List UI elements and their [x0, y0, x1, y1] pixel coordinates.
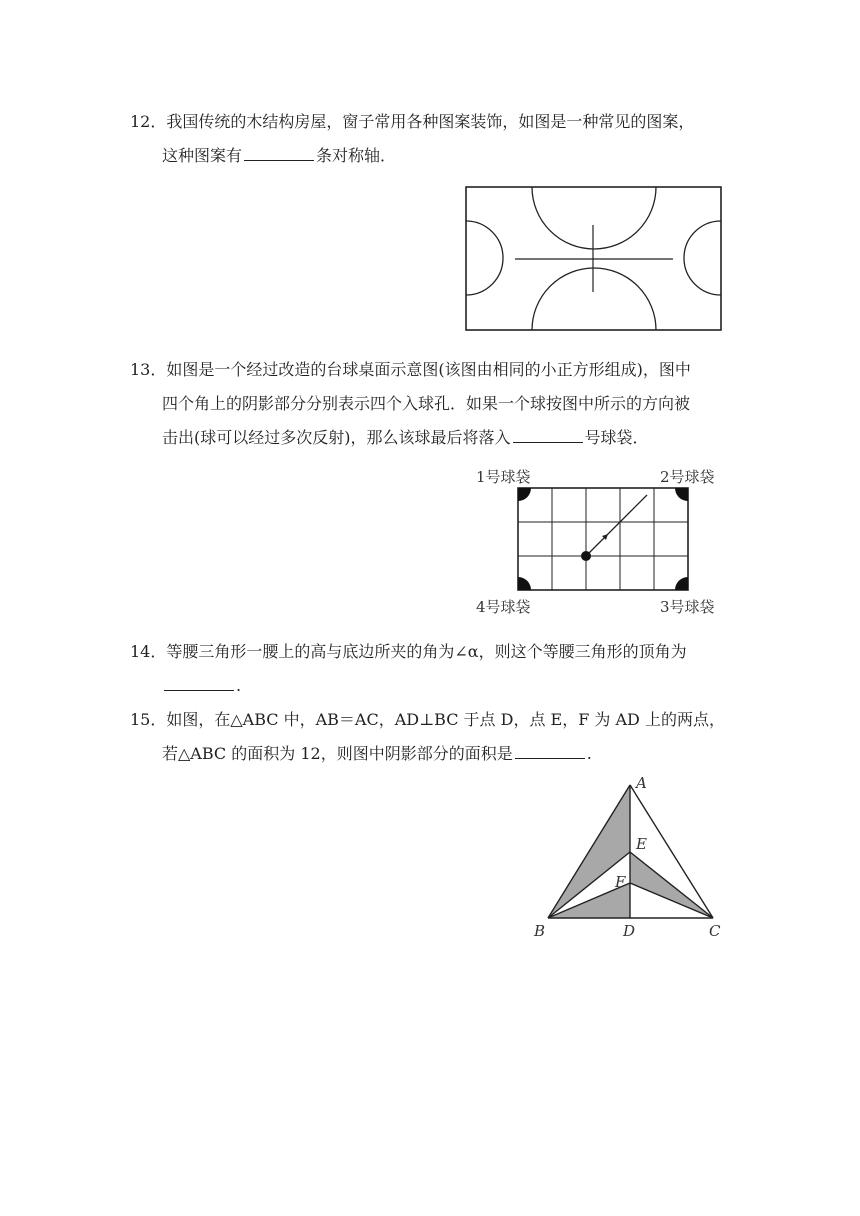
q13-text-3b: 号球袋． [584, 428, 649, 447]
q12-text-2b: 条对称轴． [316, 146, 397, 165]
q15-answer-blank[interactable] [515, 744, 585, 759]
q14-number: 14． [130, 642, 167, 661]
pocket-4-hole [518, 577, 531, 590]
q15-text-2a: 若△ABC 的面积为 12，则图中阴影部分的面积是 [162, 744, 513, 763]
q15-text-2b: . [586, 744, 592, 763]
q13-number: 13． [130, 360, 167, 379]
q15-text-1: 如图，在△ABC 中，AB＝AC，AD⊥BC 于点 D，点 E，F 为 AD 上的两点， [166, 710, 725, 729]
window-pattern-figure [465, 186, 723, 332]
q14-text-2: . [236, 676, 242, 695]
label-B: B [534, 922, 546, 940]
q15-line1 [130, 710, 725, 730]
q12-line2 [162, 146, 396, 166]
q14-line2 [162, 676, 241, 696]
triangle-figure [530, 770, 730, 945]
q14-answer-blank[interactable] [164, 676, 234, 691]
pocket-2-label: 2号球袋 [660, 468, 715, 486]
q12-text-1: 我国传统的木结构房屋，窗子常用各种图案装饰，如图是一种常见的图案， [166, 112, 695, 131]
q12-number: 12． [130, 112, 167, 131]
label-F: F [615, 873, 626, 891]
pocket-4-label: 4号球袋 [476, 598, 531, 616]
pocket-3-label: 3号球袋 [660, 598, 715, 616]
q14-line1 [130, 642, 687, 662]
q12-answer-blank[interactable] [244, 146, 314, 161]
q12-line1 [130, 112, 694, 132]
pocket-3-hole [675, 577, 688, 590]
q13-text-3a: 击出(球可以经过多次反射)，那么该球最后将落入 [162, 428, 511, 447]
ball-icon [581, 551, 591, 561]
label-E: E [636, 835, 647, 853]
q13-answer-blank[interactable] [513, 428, 583, 443]
q15-number: 15． [130, 710, 167, 729]
q12-text-2a: 这种图案有 [162, 146, 243, 165]
q15-line2 [162, 744, 592, 764]
billiard-table-figure [516, 486, 690, 592]
pocket-2-hole [675, 488, 688, 501]
pocket-1-hole [518, 488, 531, 501]
q13-text-1: 如图是一个经过改造的台球桌面示意图(该图由相同的小正方形组成)，图中 [166, 360, 691, 379]
q13-line3 [162, 428, 649, 448]
pocket-1-label: 1号球袋 [476, 468, 531, 486]
q13-text-2: 四个角上的阴影部分分别表示四个入球孔．如果一个球按图中所示的方向被 [162, 394, 691, 413]
label-A: A [636, 774, 647, 792]
q13-line2 [162, 394, 690, 414]
label-C: C [709, 922, 721, 940]
q14-text-1: 等腰三角形一腰上的高与底边所夹的角为∠α，则这个等腰三角形的顶角为 [166, 642, 687, 661]
label-D: D [623, 922, 636, 940]
q13-line1 [130, 360, 691, 380]
